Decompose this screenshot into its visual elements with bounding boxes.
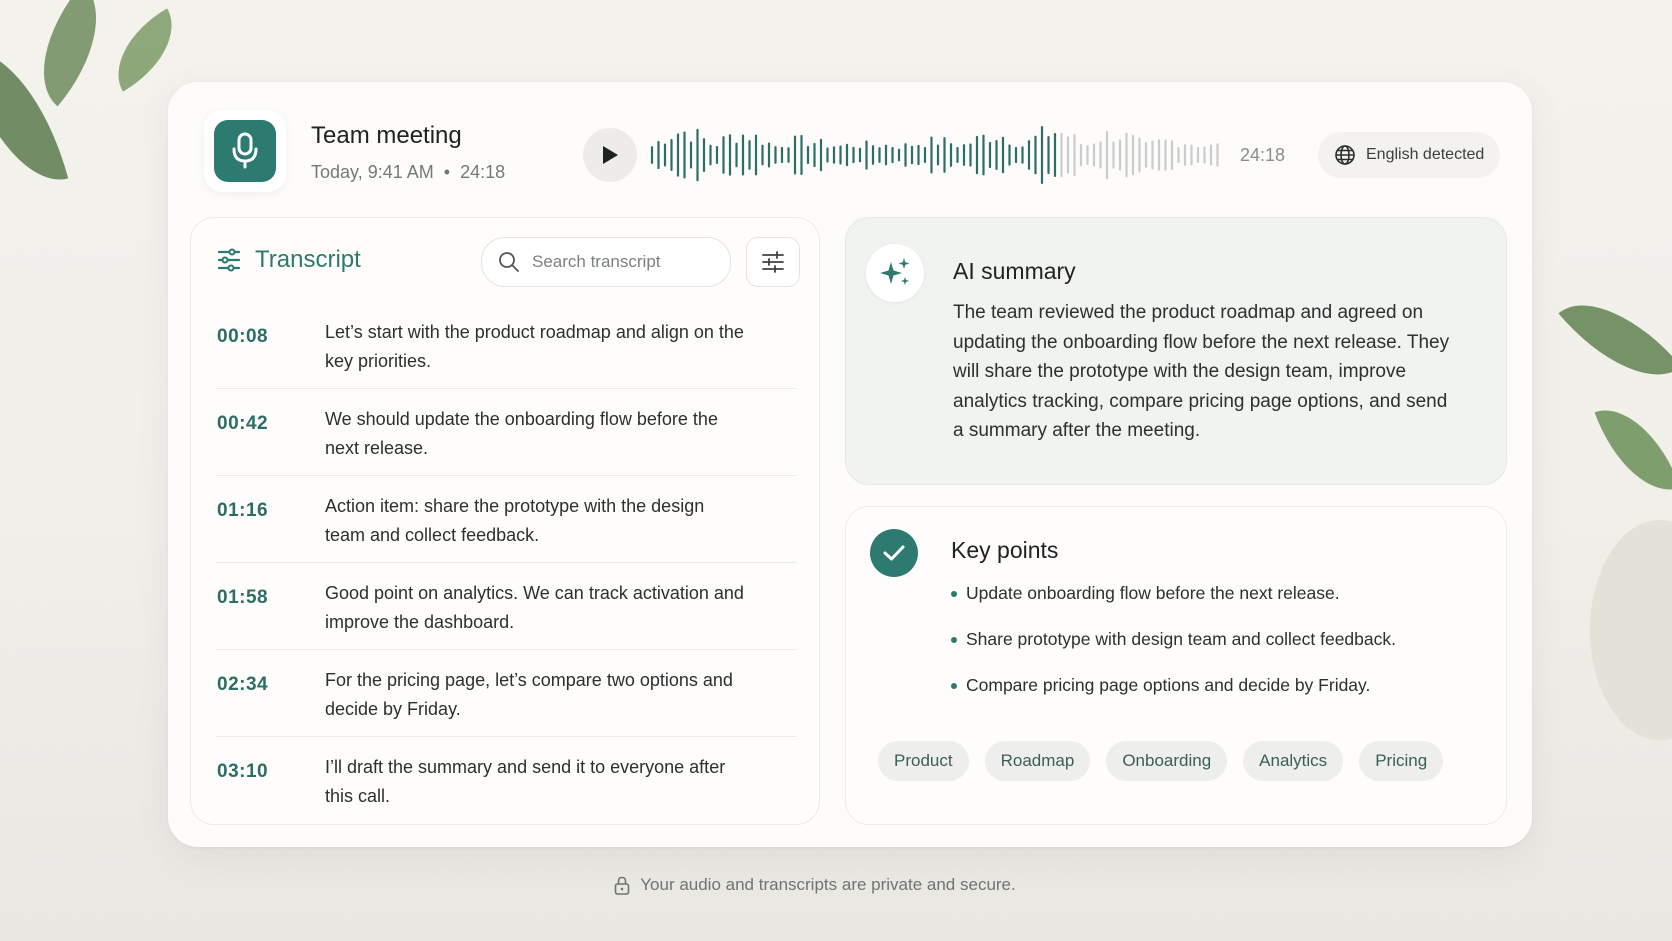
transcript-timestamp[interactable]: 03:10 bbox=[217, 761, 269, 782]
transcript-text: Let’s start with the product roadmap and align on the key priorities. bbox=[325, 322, 744, 371]
privacy-text: Your audio and transcripts are private and secure. bbox=[640, 875, 1016, 894]
play-icon bbox=[601, 145, 619, 165]
topic-tags bbox=[878, 741, 1443, 781]
key-points-list bbox=[951, 575, 1396, 713]
transcript-timestamp[interactable]: 01:58 bbox=[217, 587, 269, 608]
meeting-subtitle bbox=[311, 162, 505, 183]
transcript-row[interactable] bbox=[215, 476, 797, 563]
key-point-item: Share prototype with design team and collect feedback. bbox=[951, 621, 1396, 667]
tag-analytics[interactable]: Analytics bbox=[1243, 741, 1343, 781]
playback-time: 24:18 bbox=[1240, 145, 1286, 165]
ai-summary-title: AI summary bbox=[953, 258, 1076, 284]
tag-product[interactable]: Product bbox=[878, 741, 969, 781]
transcript-text: Good point on analytics. We can track activation and improve the dashboard. bbox=[325, 583, 744, 632]
transcript-icon bbox=[217, 248, 241, 272]
search-box[interactable] bbox=[481, 237, 731, 287]
globe-icon bbox=[1334, 144, 1356, 166]
language-label: English detected bbox=[1366, 146, 1485, 163]
vase-decoration bbox=[1590, 520, 1672, 740]
transcript-row[interactable] bbox=[215, 302, 797, 389]
microphone-icon bbox=[214, 120, 276, 182]
meeting-title: Team meeting bbox=[311, 122, 462, 149]
transcript-panel bbox=[190, 217, 820, 825]
plant-leaf-decoration bbox=[98, 8, 192, 91]
plant-leaf-decoration bbox=[1595, 394, 1672, 507]
sliders-icon bbox=[761, 251, 785, 273]
tag-roadmap[interactable]: Roadmap bbox=[985, 741, 1091, 781]
plant-leaf-decoration bbox=[1558, 275, 1672, 405]
transcript-text: We should update the onboarding flow before the next release. bbox=[325, 409, 718, 458]
plant-leaf-decoration bbox=[12, 0, 129, 106]
key-points-panel bbox=[845, 506, 1507, 825]
filter-button[interactable] bbox=[746, 237, 800, 287]
transcript-timestamp[interactable]: 00:08 bbox=[217, 326, 269, 347]
transcript-timestamp[interactable]: 02:34 bbox=[217, 674, 269, 695]
search-transcript-input[interactable] bbox=[530, 251, 714, 273]
transcript-row[interactable] bbox=[215, 650, 797, 737]
meeting-date: Today, 9:41 AM bbox=[311, 162, 434, 182]
language-badge bbox=[1318, 132, 1500, 178]
transcript-timestamp[interactable]: 01:16 bbox=[217, 500, 269, 521]
ai-summary-text: The team reviewed the product roadmap and agreed on updating the onboarding flow before the next release. They will share the prototype with the design team, improve analytics tracking, compare pricing page options, and send a summary after the meeting. bbox=[953, 302, 1450, 441]
transcript-timestamp[interactable]: 00:42 bbox=[217, 413, 269, 434]
app-icon-container bbox=[204, 110, 286, 192]
tag-onboarding[interactable]: Onboarding bbox=[1106, 741, 1227, 781]
audio-waveform[interactable] bbox=[650, 122, 1224, 188]
transcript-row[interactable] bbox=[215, 389, 797, 476]
transcript-text: For the pricing page, let’s compare two options and decide by Friday. bbox=[325, 670, 733, 719]
separator-dot: • bbox=[443, 162, 451, 182]
meeting-card bbox=[168, 82, 1532, 847]
transcript-text: Action item: share the prototype with the design team and collect feedback. bbox=[325, 496, 705, 545]
check-circle-icon bbox=[870, 529, 918, 577]
play-button[interactable] bbox=[583, 128, 637, 182]
meeting-duration: 24:18 bbox=[460, 162, 506, 182]
key-point-item: Compare pricing page options and decide by Friday. bbox=[951, 667, 1396, 713]
transcript-row[interactable] bbox=[215, 563, 797, 650]
transcript-list bbox=[215, 302, 797, 823]
key-points-title: Key points bbox=[951, 537, 1059, 563]
search-icon bbox=[498, 251, 520, 273]
tag-pricing[interactable]: Pricing bbox=[1359, 741, 1443, 781]
key-point-item: Update onboarding flow before the next release. bbox=[951, 575, 1396, 621]
lock-icon bbox=[614, 876, 630, 895]
sparkle-icon bbox=[866, 244, 924, 302]
transcript-title: Transcript bbox=[255, 246, 361, 273]
ai-summary-panel bbox=[845, 217, 1507, 485]
transcript-text: I’ll draft the summary and send it to everyone after this call. bbox=[325, 757, 726, 806]
privacy-footer bbox=[0, 875, 1630, 895]
transcript-row[interactable] bbox=[215, 737, 797, 823]
